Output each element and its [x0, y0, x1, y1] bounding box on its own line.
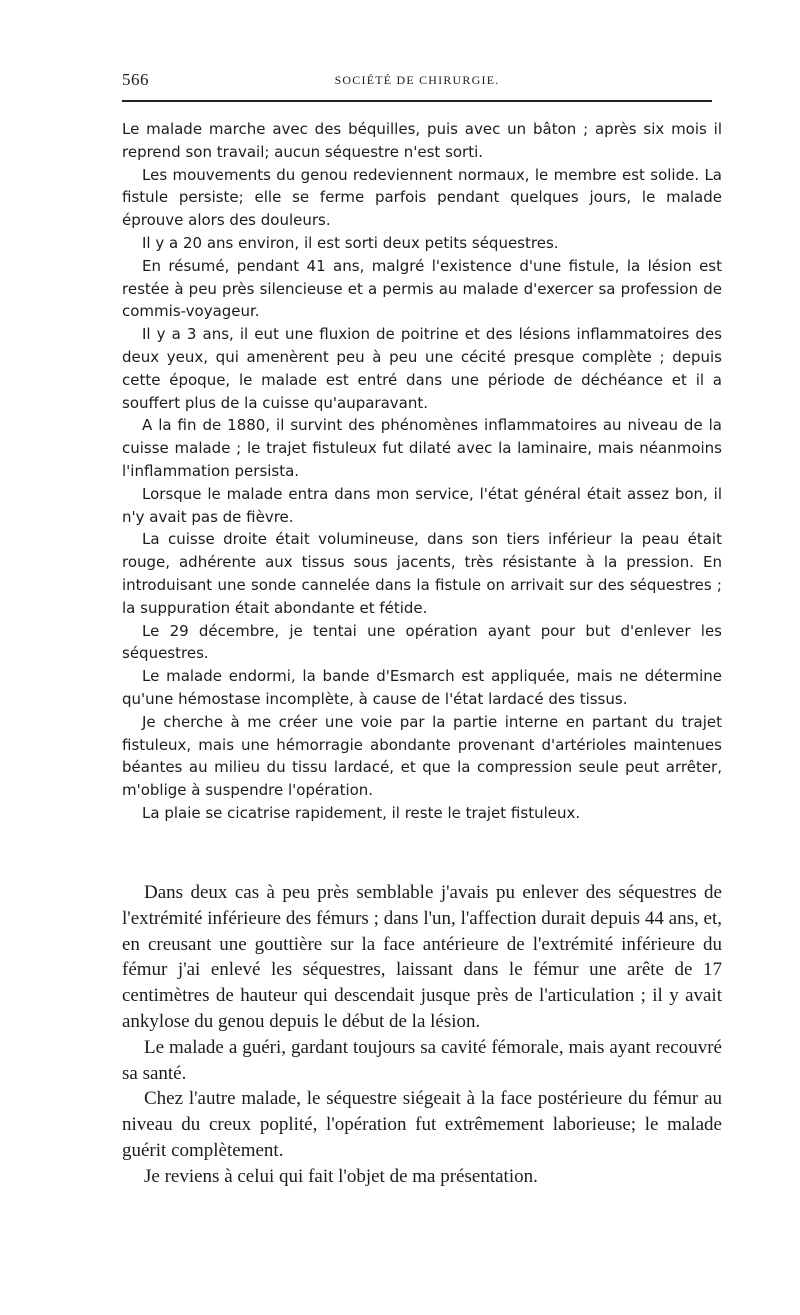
case-report-paragraph: Je cherche à me créer une voie par la partie interne en partant du trajet fistuleux, mais une hémorragie abondante provenant d'artérioles maintenues béantes au milieu du tissu lardacé, et que la compression seule peut arrêter, m'oblige à suspendre l'opération. [122, 712, 722, 800]
discussion-paragraph: Dans deux cas à peu près semblable j'avais pu enlever des séquestres de l'extrémité inférieure des fémurs ; dans l'un, l'affection durait depuis 44 ans, et, en creusant une gouttière sur la face antérieure de l'extrémité inférieure du fémur j'ai enlevé les séquestres, laissant dans le fémur une arête de 17 centimètres de hauteur qui descendait jusque près de l'articulation ; il y avait ankylose du genou depuis le début de la lésion. [122, 882, 722, 1032]
case-report-paragraph: La cuisse droite était volumineuse, dans son tiers inférieur la peau était rouge, adhérente aux tissus sous jacents, très résistante à la pression. En introduisant une sonde cannelée dans la fistule on arrivait sur des séquestres ; la suppuration était abondante et fétide. [122, 530, 722, 617]
running-head: SOCIÉTÉ DE CHIRURGIE. [334, 73, 500, 87]
discussion-paragraph: Je reviens à celui qui fait l'objet de ma présentation. [144, 1165, 538, 1187]
case-report-paragraph: Les mouvements du genou redeviennent normaux, le membre est solide. La fistule persiste; elle se ferme parfois pendant quelques jours, le malade éprouve alors des douleurs. [122, 165, 722, 230]
case-report-paragraph: Le malade endormi, la bande d'Esmarch est appliquée, mais ne détermine qu'une hémostase incomplète, à cause de l'état lardacé des tissus. [122, 667, 722, 708]
discussion-paragraph: Le malade a guéri, gardant toujours sa cavité fémorale, mais ayant recouvré sa santé. [122, 1036, 722, 1084]
case-report-paragraph: La plaie se cicatrise rapidement, il reste le trajet fistuleux. [142, 803, 581, 822]
case-report-paragraph: A la fin de 1880, il survint des phénomènes inflammatoires au niveau de la cuisse malade ; le trajet fistuleux fut dilaté avec la laminaire, mais néanmoins l'inflammation persista. [122, 416, 722, 480]
page-header [122, 68, 712, 98]
case-report-paragraph: Il y a 3 ans, il eut une fluxion de poitrine et des lésions inflammatoires des deux yeux, qui amenèrent peu à peu une cécité presque complète ; depuis cette époque, le malade est entré dans une période de déchéance et il a souffert plus de la cuisse qu'auparavant. [122, 325, 722, 412]
case-report-paragraph: En résumé, pendant 41 ans, malgré l'existence d'une fistule, la lésion est restée à peu près silencieuse et a permis au malade d'exercer sa profession de commis-voyageur. [122, 256, 722, 321]
case-report-section [122, 118, 722, 825]
case-report-paragraph: Lorsque le malade entra dans mon service, l'état général était assez bon, il n'y avait pas de fièvre. [122, 484, 722, 526]
page-number: 566 [122, 70, 149, 89]
header-rule [122, 100, 712, 102]
case-report-paragraph: Le malade marche avec des béquilles, puis avec un bâton ; après six mois il reprend son travail; aucun séquestre n'est sorti. [122, 120, 722, 161]
discussion-paragraph: Chez l'autre malade, le séquestre siégeait à la face postérieure du fémur au niveau du creux poplité, l'opération fut extrêmement laborieuse; le malade guérit complètement. [122, 1088, 722, 1161]
discussion-section [122, 880, 722, 1190]
case-report-paragraph: Il y a 20 ans environ, il est sorti deux petits séquestres. [142, 233, 559, 252]
case-report-paragraph: Le 29 décembre, je tentai une opération ayant pour but d'enlever les séquestres. [122, 621, 722, 663]
